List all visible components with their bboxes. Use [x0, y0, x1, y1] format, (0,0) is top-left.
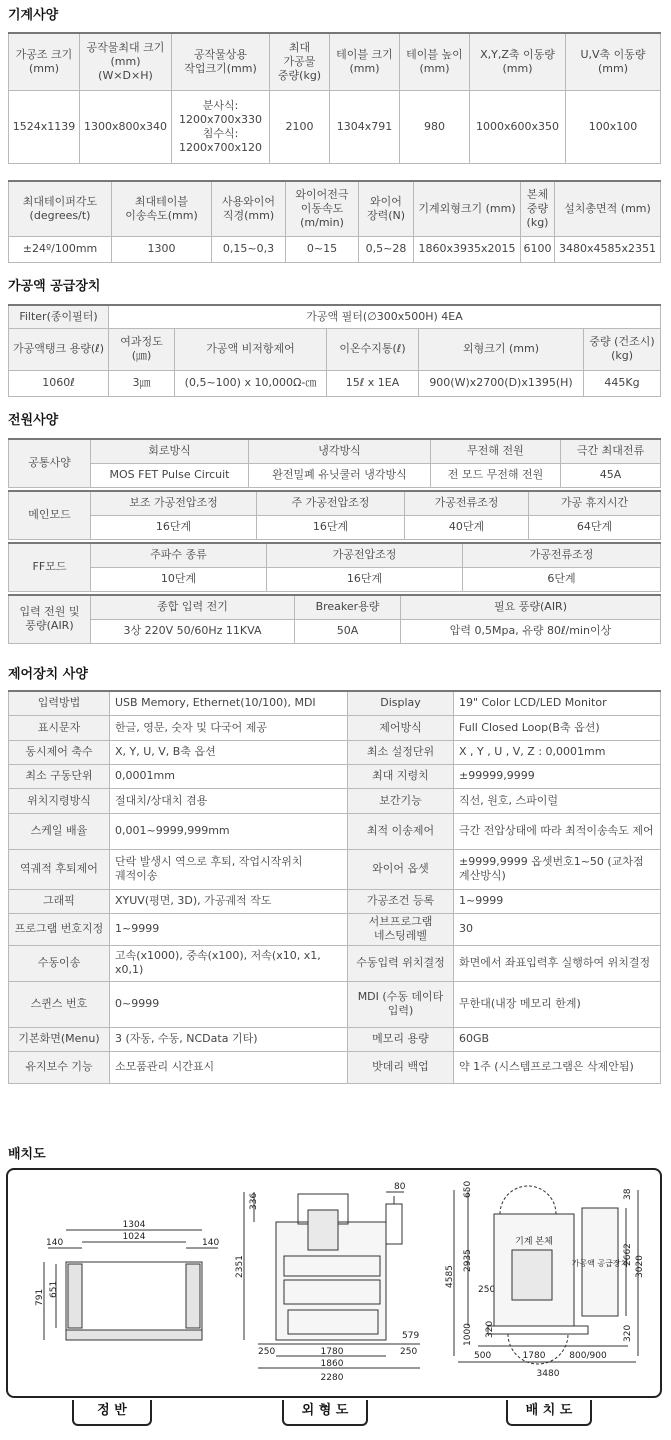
table-row [9, 945, 661, 981]
spec-value: 직선, 원호, 스파이럴 [454, 788, 661, 813]
outline-width-1860: 1860 [320, 1359, 344, 1369]
value-cell: 10단계 [91, 567, 267, 591]
power-ff-label: FF모드 [9, 543, 91, 591]
spec-value: ±9999,9999 옵셋번호1~50 (교차점 계산방식) [454, 849, 661, 889]
spec-value: Full Closed Loop(B축 옵션) [454, 715, 661, 740]
header-cell: 가공액 비저항제어 [175, 328, 327, 370]
power-ff-table [8, 542, 661, 592]
header-cell: 본체 중량 (kg) [521, 181, 555, 236]
header-cell: 설치총면적 (mm) [555, 181, 661, 236]
header-cell: 극간 최대전류 [561, 439, 661, 463]
value-cell: 1300x800x340 [80, 90, 172, 163]
tab-front-table: 정 반 [72, 1400, 152, 1426]
header-cell: 사용와이어 직경(mm) [212, 181, 286, 236]
placement-dim-1780: 1780 [522, 1351, 546, 1361]
value-cell: 445Kg [584, 370, 661, 396]
header-cell: 종합 입력 전기 [91, 595, 295, 619]
filter-label: Filter(종이필터) [9, 305, 109, 328]
spec-label: 유지보수 기능 [9, 1051, 110, 1083]
front-height: 791 [35, 1288, 45, 1306]
table-row [9, 813, 661, 849]
table-header-row [9, 181, 661, 236]
placement-dim-320: 320 [485, 1320, 495, 1338]
header-cell: U,V축 이동량(mm) [566, 33, 661, 90]
header-cell: 테이블 크기(mm) [330, 33, 400, 90]
spec-value: 30 [454, 913, 661, 945]
spec-label: 프로그램 번호지정 [9, 913, 110, 945]
value-cell: 100x100 [566, 90, 661, 163]
value-cell: 3상 220V 50/60Hz 11KVA [91, 619, 295, 643]
spec-label: 밧데리 백업 [348, 1051, 454, 1083]
value-cell: 1060ℓ [9, 370, 109, 396]
outline-dim-250b: 250 [400, 1347, 418, 1357]
table-row [9, 1027, 661, 1051]
header-cell: X,Y,Z축 이동량 (mm) [470, 33, 566, 90]
spec-label: 최소 설정단위 [348, 740, 454, 764]
table-row [9, 691, 661, 715]
header-cell: 최대 가공물 중량(kg) [270, 33, 330, 90]
placement-dim-4585: 4585 [445, 1265, 455, 1288]
value-cell: 980 [400, 90, 470, 163]
header-cell: 최대테이퍼각도 (degrees/t) [9, 181, 112, 236]
value-cell: 1860x3935x2015 [414, 236, 521, 262]
value-cell: 3㎛ [109, 370, 175, 396]
table-row [9, 913, 661, 945]
placement-dim-650: 650 [463, 1180, 473, 1198]
header-cell: 기계외형크기 (mm) [414, 181, 521, 236]
power-common-label: 공통사양 [9, 439, 91, 487]
placement-dim-3020: 3020 [635, 1255, 645, 1278]
placement-dim-1000: 1000 [463, 1323, 473, 1346]
outline-dim-250: 250 [258, 1347, 276, 1357]
section-title-machine: 기계사양 [8, 8, 59, 23]
header-cell: 와이어 장력(N) [359, 181, 414, 236]
spec-label: 수동이송 [9, 945, 110, 981]
tab-placement: 배 치 도 [506, 1400, 592, 1426]
front-table-drawing [44, 1230, 218, 1340]
table-row [9, 981, 661, 1027]
section-title-power: 전원사양 [8, 413, 59, 428]
value-cell: 3480x4585x2351 [555, 236, 661, 262]
value-cell: 6100 [521, 236, 555, 262]
spec-value: XYUV(평면, 3D), 가공궤적 작도 [110, 889, 348, 913]
header-cell: 와이어전극 이동속도 (m/min) [286, 181, 359, 236]
layout-diagram-frame [6, 1168, 662, 1398]
header-cell: 가공전류조정 [463, 543, 661, 567]
value-cell: 분사식: 1200x700x330 침수식: 1200x700x120 [172, 90, 270, 163]
table-header-row [9, 328, 661, 370]
value-cell: 900(W)x2700(D)x1395(H) [419, 370, 584, 396]
placement-dim-250: 250 [478, 1285, 496, 1295]
spec-value: 0,001~9999,999mm [110, 813, 348, 849]
value-cell: 0,5~28 [359, 236, 414, 262]
outline-height: 2351 [235, 1255, 245, 1278]
placement-body-label: 기계 본체 [515, 1237, 553, 1247]
spec-value: 60GB [454, 1027, 661, 1051]
header-cell: 회로방식 [91, 439, 249, 463]
value-cell: 1304x791 [330, 90, 400, 163]
header-cell: 보조 가공전압조정 [91, 491, 257, 515]
header-cell: 필요 풍량(AIR) [401, 595, 661, 619]
placement-width-3480: 3480 [536, 1369, 560, 1379]
placement-dim-800-900: 800/900 [569, 1351, 607, 1361]
section-title-fluid: 가공액 공급장치 [8, 279, 101, 294]
outline-dim-1780: 1780 [320, 1347, 344, 1357]
table-row [9, 849, 661, 889]
table-row [9, 1051, 661, 1083]
spec-label: 역궤적 후퇴제어 [9, 849, 110, 889]
spec-label: 서브프로그램 네스팅레벨 [348, 913, 454, 945]
spec-label: 와이어 옵셋 [348, 849, 454, 889]
header-cell: 가공전류조정 [405, 491, 529, 515]
spec-label: 표시문자 [9, 715, 110, 740]
spec-value: ±99999,9999 [454, 764, 661, 788]
outline-dim-579: 579 [402, 1331, 420, 1341]
value-cell: 압력 0,5Mpa, 유량 80ℓ/min이상 [401, 619, 661, 643]
machine-spec-table-2 [8, 180, 661, 263]
outline-top-dim: 80 [394, 1182, 406, 1192]
placement-fluid-label: 가공액 공급장치 [571, 1259, 629, 1268]
value-cell: 16단계 [257, 515, 405, 539]
value-cell: 0~15 [286, 236, 359, 262]
value-cell: 2100 [270, 90, 330, 163]
outline-width-2280: 2280 [320, 1373, 344, 1383]
header-cell: 이온수지통(ℓ) [327, 328, 419, 370]
spec-value: 한글, 영문, 숫자 및 다국어 제공 [110, 715, 348, 740]
header-cell: 가공전압조정 [267, 543, 463, 567]
front-left-margin: 140 [46, 1238, 64, 1248]
spec-label: 입력방법 [9, 691, 110, 715]
spec-value: 무한대(내장 메모리 한계) [454, 981, 661, 1027]
spec-value: 0,0001mm [110, 764, 348, 788]
header-cell: Breaker용량 [295, 595, 401, 619]
table-row [9, 740, 661, 764]
header-cell: 가공 휴지시간 [529, 491, 661, 515]
power-input-label: 입력 전원 및 풍량(AIR) [9, 595, 91, 643]
value-cell: 45A [561, 463, 661, 487]
value-cell: 16단계 [91, 515, 257, 539]
power-input-table [8, 594, 661, 644]
spec-value: 3 (자동, 수동, NCData 기타) [110, 1027, 348, 1051]
spec-label: 스퀸스 번호 [9, 981, 110, 1027]
header-cell: 외형크기 (mm) [419, 328, 584, 370]
spec-value: 0~9999 [110, 981, 348, 1027]
tab-outline: 외 형 도 [282, 1400, 368, 1426]
header-cell: 중량 (건조시)(kg) [584, 328, 661, 370]
placement-dim-500: 500 [474, 1351, 492, 1361]
value-cell: 완전밀폐 유닛쿨러 냉각방식 [249, 463, 431, 487]
power-main-table [8, 490, 661, 540]
spec-label: 수동입력 위치결정 [348, 945, 454, 981]
value-cell: MOS FET Pulse Circuit [91, 463, 249, 487]
spec-value: 극간 전압상태에 따라 최적이송속도 제어 [454, 813, 661, 849]
front-total-width: 1304 [122, 1220, 146, 1230]
table-header-row [9, 33, 661, 90]
spec-value: 1~9999 [454, 889, 661, 913]
table-row [9, 236, 661, 262]
spec-label: 메모리 용량 [348, 1027, 454, 1051]
spec-label: 가공조건 등록 [348, 889, 454, 913]
spec-value: 소모품관리 시간표시 [110, 1051, 348, 1083]
value-cell: 0,15~0,3 [212, 236, 286, 262]
placement-drawing [454, 1186, 638, 1364]
section-title-layout: 배치도 [8, 1147, 46, 1162]
table-row [9, 764, 661, 788]
header-cell: 무전해 전원 [431, 439, 561, 463]
value-cell: (0,5~100) x 10,000Ω-㎝ [175, 370, 327, 396]
header-cell: 최대테이블 이송속도(mm) [112, 181, 212, 236]
spec-label: 그래픽 [9, 889, 110, 913]
power-main-label: 메인모드 [9, 491, 91, 539]
table-row [9, 90, 661, 163]
value-cell: ±24º/100mm [9, 236, 112, 262]
front-inner-height: 651 [49, 1280, 59, 1298]
spec-value: 고속(x1000), 중속(x100), 저속(x10, x1, x0,1) [110, 945, 348, 981]
table-row [9, 889, 661, 913]
spec-value: 단락 발생시 역으로 후퇴, 작업시작위치 궤적이송 [110, 849, 348, 889]
spec-label: 위치지령방식 [9, 788, 110, 813]
power-common-table [8, 438, 661, 488]
header-cell: 공작물상용 작업크기(mm) [172, 33, 270, 90]
front-right-margin: 140 [202, 1238, 220, 1248]
header-cell: 가공액탱크 용량(ℓ) [9, 328, 109, 370]
outline-drawing [244, 1192, 420, 1368]
spec-label: 동시제어 축수 [9, 740, 110, 764]
table-row [9, 715, 661, 740]
spec-value: 절대치/상대치 겸용 [110, 788, 348, 813]
value-cell: 16단계 [267, 567, 463, 591]
spec-label: 스케일 배율 [9, 813, 110, 849]
layout-drawings [8, 1170, 660, 1396]
spec-label: 기본화면(Menu) [9, 1027, 110, 1051]
placement-dim-2935: 2935 [463, 1249, 473, 1272]
value-cell: 1524x1139 [9, 90, 80, 163]
spec-label: 제어방식 [348, 715, 454, 740]
control-spec-table [8, 690, 661, 1084]
header-cell: 냉각방식 [249, 439, 431, 463]
spec-label: Display [348, 691, 454, 715]
value-cell: 전 모드 무전해 전원 [431, 463, 561, 487]
outline-dim-336: 336 [249, 1192, 259, 1210]
table-row [9, 305, 661, 328]
placement-dim-38: 38 [623, 1188, 633, 1200]
value-cell: 1300 [112, 236, 212, 262]
section-title-control: 제어장치 사양 [8, 667, 88, 682]
spec-value: 화면에서 좌표입력후 실행하여 위치결정 [454, 945, 661, 981]
filter-value: 가공액 필터(∅300x500H) 4EA [109, 305, 661, 328]
header-cell: 주파수 종류 [91, 543, 267, 567]
spec-value: 1~9999 [110, 913, 348, 945]
value-cell: 6단계 [463, 567, 661, 591]
spec-value: 약 1주 (시스템프로그램은 삭제안됨) [454, 1051, 661, 1083]
spec-label: 최소 구동단위 [9, 764, 110, 788]
front-inner-width: 1024 [122, 1232, 146, 1242]
spec-value: X , Y , U , V, Z : 0,0001mm [454, 740, 661, 764]
spec-label: MDI (수동 데이타 입력) [348, 981, 454, 1027]
value-cell: 40단계 [405, 515, 529, 539]
table-row [9, 370, 661, 396]
header-cell: 여과정도 (㎛) [109, 328, 175, 370]
spec-label: 최대 지령치 [348, 764, 454, 788]
spec-value: USB Memory, Ethernet(10/100), MDI [110, 691, 348, 715]
spec-label: 보간기능 [348, 788, 454, 813]
header-cell: 공작물최대 크기(mm) (W×D×H) [80, 33, 172, 90]
value-cell: 1000x600x350 [470, 90, 566, 163]
machine-spec-table-1 [8, 32, 661, 164]
table-row [9, 788, 661, 813]
spec-value: X, Y, U, V, B축 옵션 [110, 740, 348, 764]
value-cell: 15ℓ x 1EA [327, 370, 419, 396]
header-cell: 주 가공전압조정 [257, 491, 405, 515]
value-cell: 64단계 [529, 515, 661, 539]
spec-label: 최적 이송제어 [348, 813, 454, 849]
fluid-spec-table [8, 304, 661, 397]
placement-dim-2662: 2662 [623, 1243, 633, 1266]
placement-dim-320b: 320 [623, 1324, 633, 1342]
spec-value: 19" Color LCD/LED Monitor [454, 691, 661, 715]
header-cell: 테이블 높이(mm) [400, 33, 470, 90]
value-cell: 50A [295, 619, 401, 643]
header-cell: 가공조 크기(mm) [9, 33, 80, 90]
